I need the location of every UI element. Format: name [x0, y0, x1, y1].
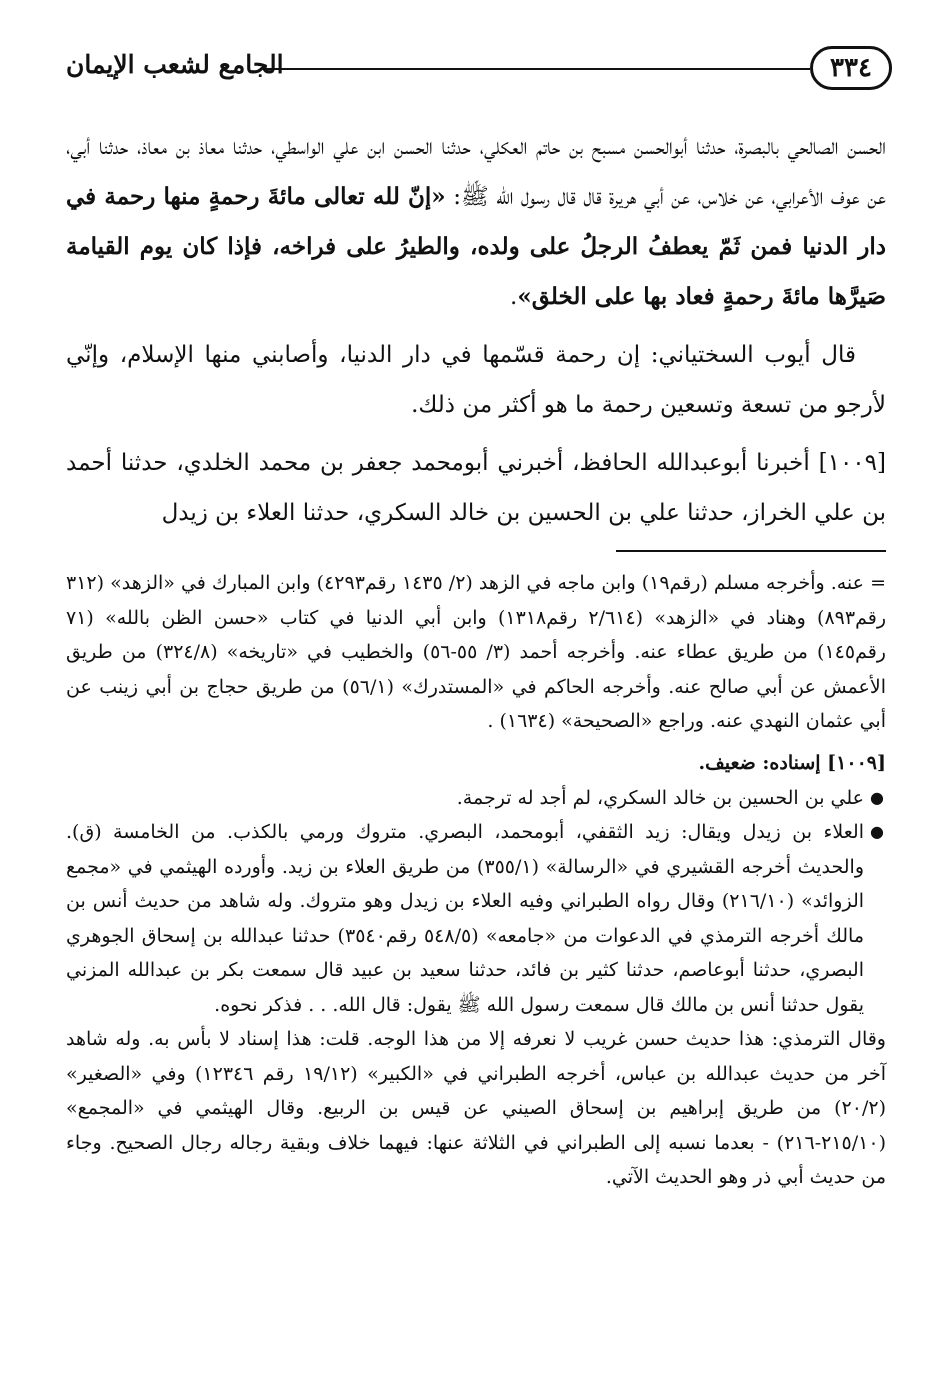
footnote-continuation: = عنه. وأخرجه مسلم (رقم١٩) وابن ماجه في الزهد (٢/ ١٤٣٥ رقم٤٢٩٣) وابن المبارك في «الزهد» (٣١٢ رقم٨٩٣) وهناد في «الزهد» (٢/٦١٤ رقم١٣١٨) وابن أبي الدنيا في كتاب «حسن الظن بالله» (٧١ رقم١٤٥) من طريق عطاء عنه. وأخرجه أحمد (٣/ ٥٥-٥٦) والخطيب في «تاريخه» (٣٢٤/٨) من طريق الأعمش عن أبي صالح عنه. وأخرجه الحاكم في «المستدرك» (٥٦/١) من طريق حجاج بن أبي زينب عن أبي عثمان النهدي عنه. وراجع «الصحيحة» (١٦٣٤) . — [66, 572, 886, 732]
bullet-icon: ● — [870, 822, 884, 841]
page — [66, 40, 886, 1350]
footnote-separator — [616, 550, 886, 552]
footnote-bullets — [66, 781, 886, 1023]
page-header — [66, 40, 886, 98]
hadith-end: . — [510, 284, 518, 310]
footnote-heading-1009: [١٠٠٩] إسناده: ضعيف. — [698, 751, 886, 774]
hadith-text: «إنّ لله تعالى مائةَ رحمةٍ منها رحمة في دار الدنيا فمن ثَمّ يعطفُ الرجلُ على ولده، والطيرُ على فراخه، فإذا كان يوم القيامة صَيرَّها مائةَ رحمةٍ فعاد بها على الخلق» — [66, 183, 886, 310]
bullet-icon: ● — [870, 787, 884, 807]
footnotes — [66, 566, 886, 1195]
paragraph-ayyub: قال أيوب السختياني: إن رحمة قسّمها في دار الدنيا، وأصابني منها الإسلام، وإنّي لأرجو من تسعة وتسعين رحمة ما هو أكثر من ذلك. — [66, 342, 886, 418]
main-text — [66, 122, 886, 538]
footnote-bullet-item: ● علي بن الحسين بن خالد السكري، لم أجد له ترجمة. — [66, 781, 864, 816]
header-rule — [262, 68, 810, 70]
paragraph-1009: [١٠٠٩] أخبرنا أبوعبدالله الحافظ، أخبرني أبومحمد جعفر بن محمد الخلدي، حدثنا أحمد بن علي الخراز، حدثنا علي بن الحسين بن خالد السكري، حدثنا العلاء بن زيدل — [66, 450, 886, 526]
page-number: ٣٣٤ — [810, 46, 892, 90]
footnote-tirmidhi: وقال الترمذي: هذا حديث حسن غريب لا نعرفه إلا من هذا الوجه. قلت: هذا إسناد لا بأس به. وله شاهد آخر من حديث عبدالله بن عباس، أخرجه الطبراني في «الكبير» (١٩/١٢ رقم ١٢٣٤٦) وفي «الصغير» (٢٠/٢) من طريق إبراهيم بن إسحاق الصيني عن قيس بن الربيع. وقال الهيثمي في «المجمع» (٢١٥/١٠-٢١٦) - بعدما نسبه إلى الطبراني في الثلاثة عنها: فيهما خلاف وبقية رجاله رجال الصحيح. وجاء من حديث أبي ذر وهو الحديث الآتي. — [66, 1028, 887, 1188]
hadith-chain: الحسن الصالحي بالبصرة، حدثنا أبوالحسن مسبح بن حاتم العكلي، حدثنا الحسن ابن علي الواسطي، حدثنا معاذ بن معاذ، حدثنا أبي، عن عوف الأعرابي، عن خلاس، عن أبي هريرة قال قال رسول الله ﷺ: — [66, 134, 886, 210]
paragraph-hadith — [66, 122, 886, 322]
book-title: الجامع لشعب الإيمان — [66, 50, 284, 79]
footnote-bullet-item: ● العلاء بن زيدل ويقال: زيد الثقفي، أبومحمد، البصري. متروك ورمي بالكذب. من الخامسة (ق). والحديث أخرجه القشيري في «الرسالة» (٣٥٥/١) من طريق العلاء بن زيد. وأورده الهيثمي في «مجمع الزوائد» (٢١٦/١٠) وقال رواه الطبراني وفيه العلاء بن زيدل وهو متروك. وله شاهد من حديث أنس بن مالك أخرجه الترمذي في الدعوات من «جامعه» (٥٤٨/٥ رقم٣٥٤٠) حدثنا عبدالله بن إسحاق الجوهري البصري، حدثنا أبوعاصم، حدثنا كثير بن فائد، حدثنا سعيد بن عبيد قال سمعت بكر بن عبدالله المزني يقول حدثنا أنس بن مالك قال سمعت رسول الله ﷺ يقول: قال الله. . . فذكر نحوه. — [66, 815, 864, 1022]
